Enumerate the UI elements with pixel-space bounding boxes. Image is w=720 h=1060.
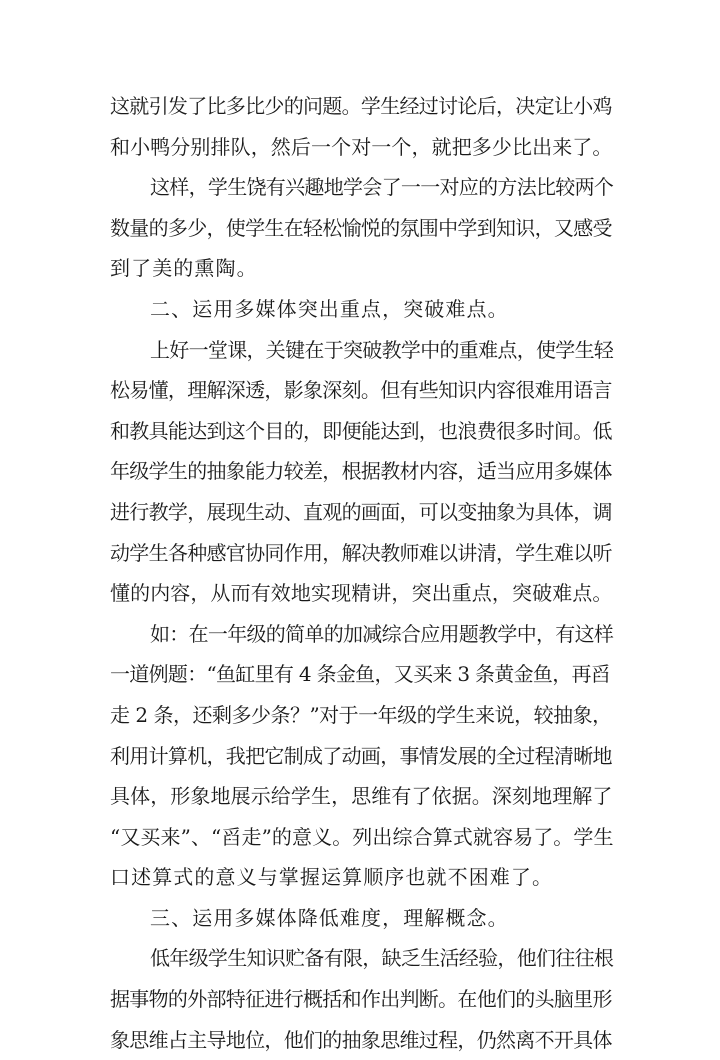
- text-line: 口述算式的意义与掌握运算顺序也就不困难了。: [110, 865, 554, 890]
- text-line: 到了美的熏陶。: [110, 256, 258, 281]
- text-line: “又买来”、“舀走”的意义。列出综合算式就容易了。学生: [110, 824, 614, 849]
- paragraph-first-line: 这样，学生饶有兴趣地学会了一一对应的方法比较两个: [150, 175, 614, 200]
- text-line: 和教具能达到这个目的，即便能达到，也浪费很多时间。低: [110, 418, 612, 443]
- text-line: 象思维占主导地位，他们的抽象思维过程，仍然离不开具体: [110, 1027, 612, 1052]
- paragraph-first-line: 上好一堂课，关键在于突破教学中的重难点，使学生轻: [150, 337, 614, 362]
- text-line: 松易懂，理解深透，影象深刻。但有些知识内容很难用语言: [110, 378, 612, 403]
- text-line: 利用计算机，我把它制成了动画，事情发展的全过程清晰地: [110, 743, 612, 768]
- text-line: 年级学生的抽象能力较差，根据教材内容，适当应用多媒体: [110, 459, 612, 484]
- text-line: 和小鸭分别排队，然后一个对一个，就把多少比出来了。: [110, 134, 613, 159]
- text-line: 数量的多少，使学生在轻松愉悦的氛围中学到知识，又感受: [110, 215, 612, 240]
- paragraph-first-line: 如：在一年级的简单的加减综合应用题教学中，有这样: [150, 621, 614, 646]
- text-line: 懂的内容，从而有效地实现精讲，突出重点，突破难点。: [110, 581, 613, 606]
- text-line: 走 2 条，还剩多少条？”对于一年级的学生来说，较抽象，: [110, 702, 612, 727]
- section-heading: 二、运用多媒体突出重点，突破难点。: [150, 296, 509, 321]
- text-line: 据事物的外部特征进行概括和作出判断。在他们的头脑里形: [110, 987, 612, 1012]
- text-line: 一道例题：“鱼缸里有 4 条金鱼，又买来 3 条黄金鱼，再舀: [110, 662, 611, 687]
- document-body: [110, 86, 615, 1060]
- text-line: 这就引发了比多比少的问题。学生经过讨论后，决定让小鸡: [110, 94, 612, 118]
- text-line: 动学生各种感官协同作用，解决教师难以讲清，学生难以听: [110, 540, 612, 565]
- text-line: 进行教学，展现生动、直观的画面，可以变抽象为具体，调: [110, 499, 612, 524]
- section-heading: 三、运用多媒体降低难度，理解概念。: [150, 905, 509, 930]
- paragraph-first-line: 低年级学生知识贮备有限，缺乏生活经验，他们往往根: [150, 946, 614, 971]
- text-line: 具体，形象地展示给学生，思维有了依据。深刻地理解了: [110, 784, 613, 809]
